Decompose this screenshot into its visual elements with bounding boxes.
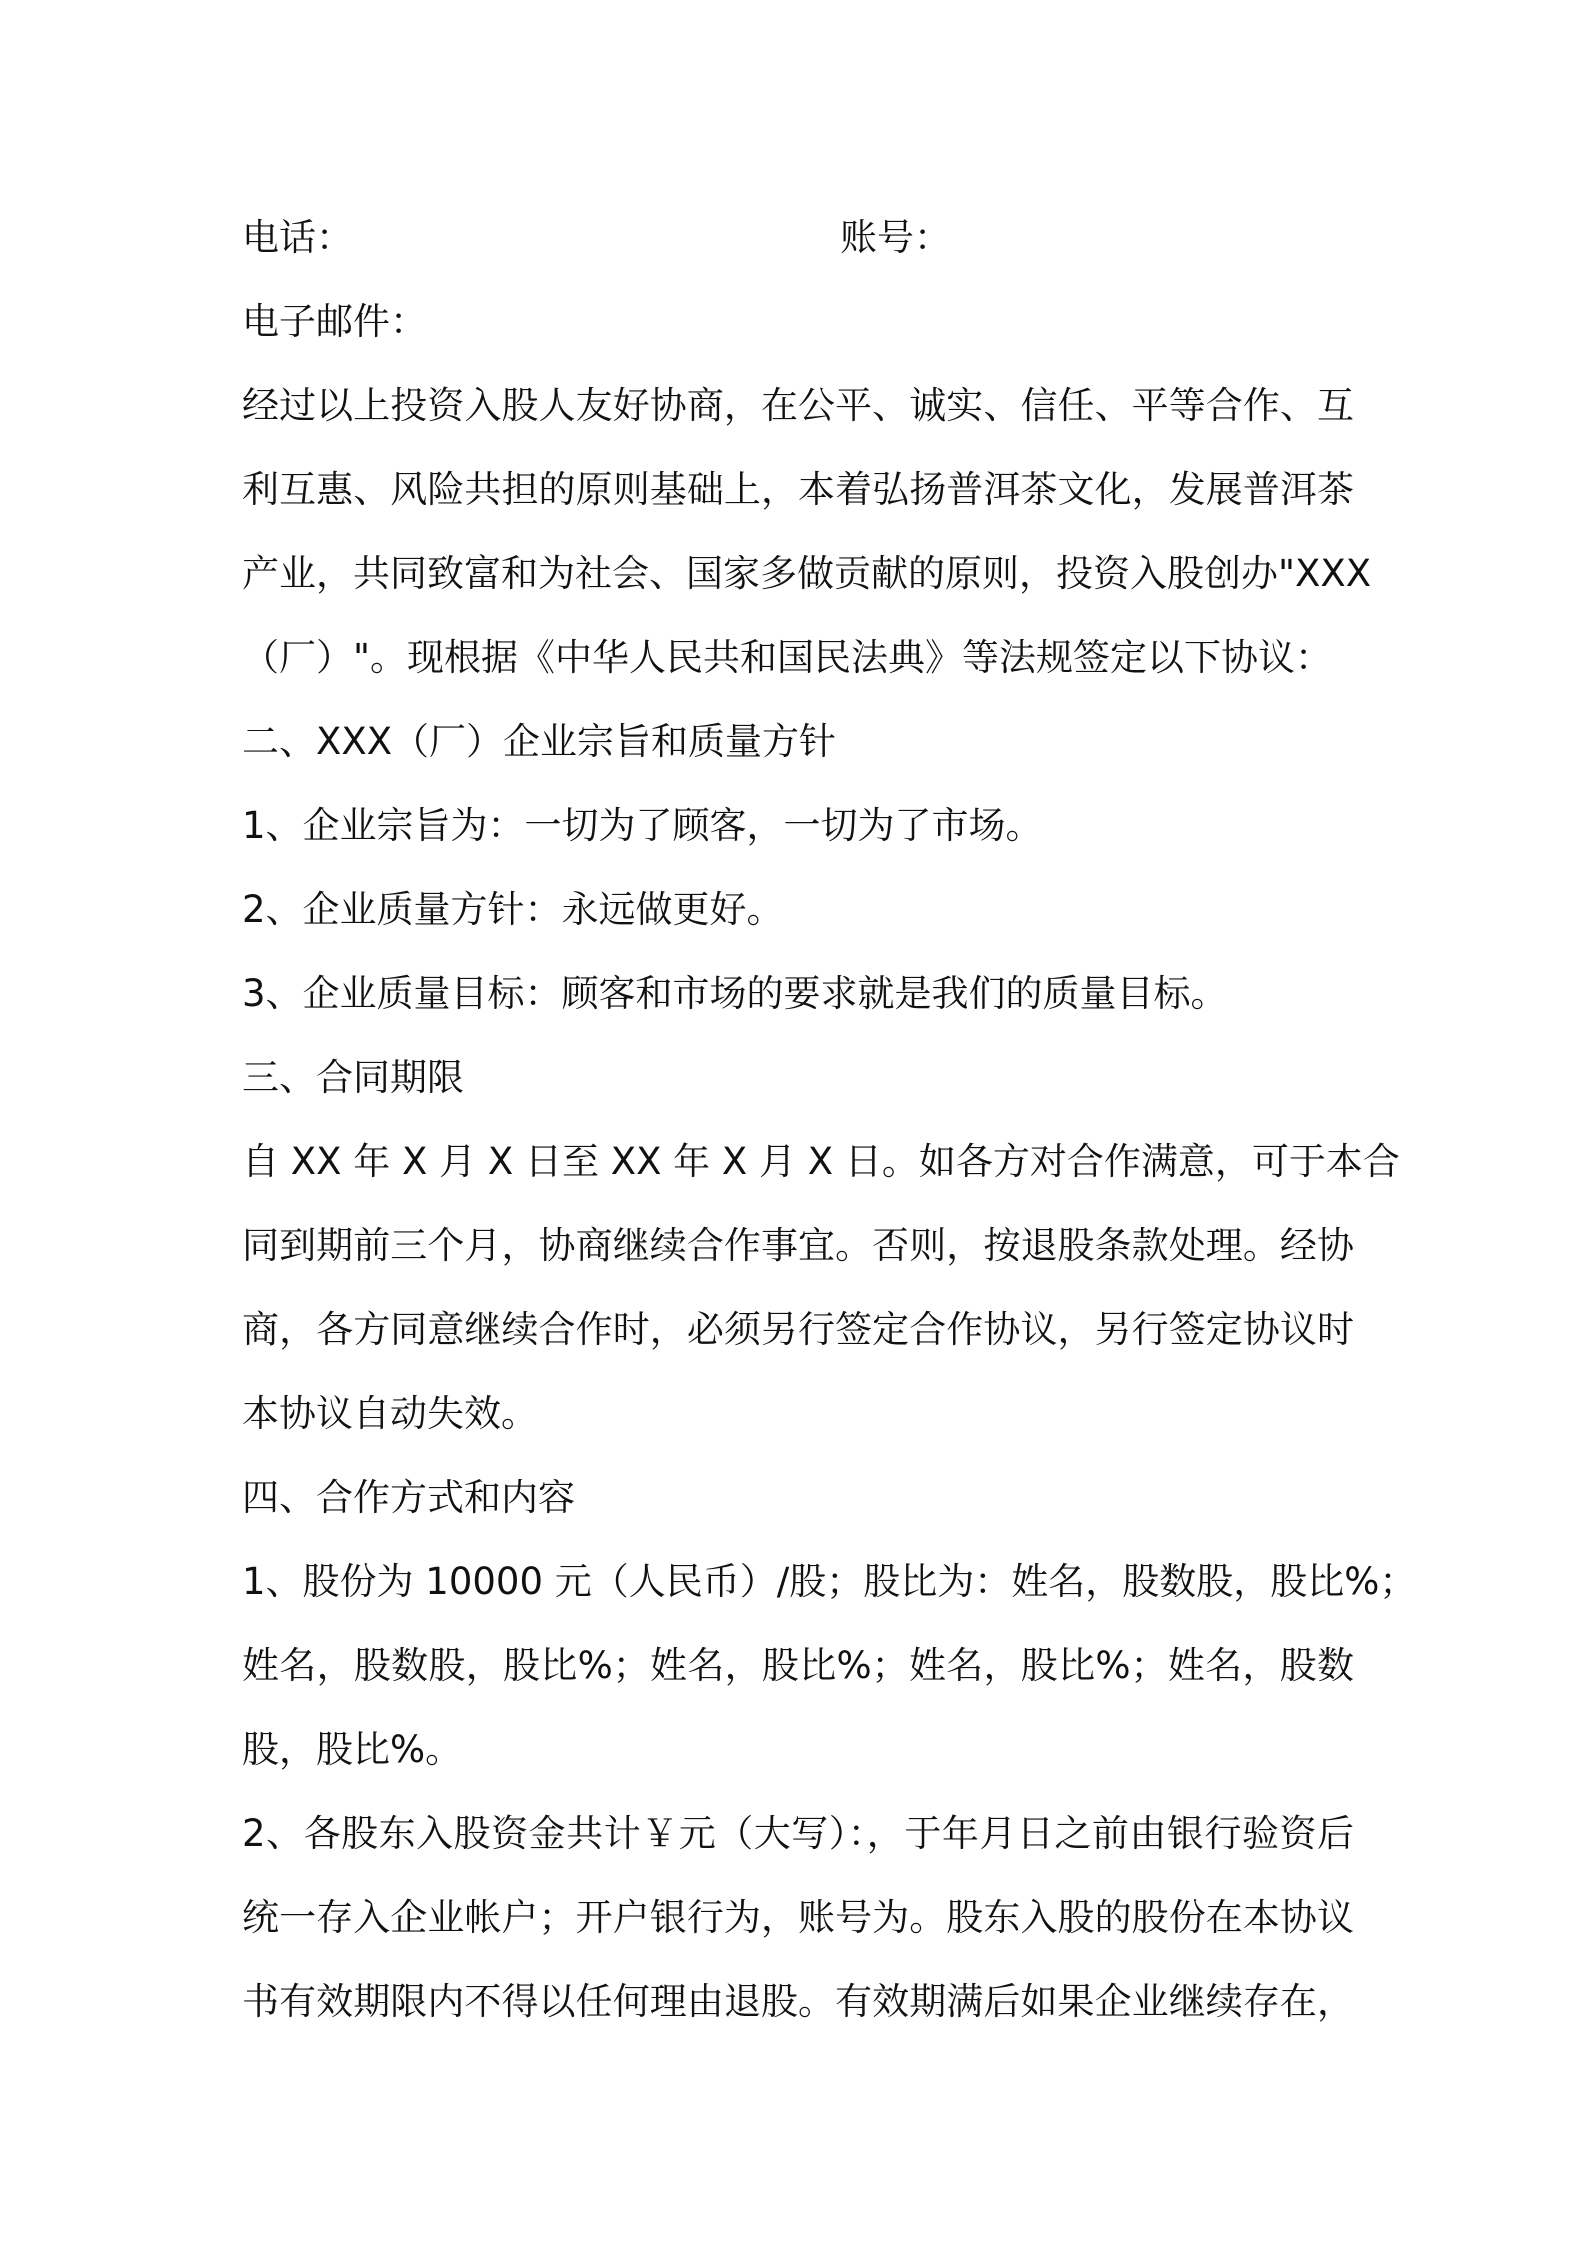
section4-item1-paragraph xyxy=(242,1540,1417,1792)
section4-item1-line: 姓名，股数股，股比%；姓名，股比%；姓名，股比%；姓名，股数 xyxy=(242,1644,1354,1687)
intro-line: （厂）"。现根据《中华人民共和国民法典》等法规签定以下协议： xyxy=(242,636,1333,679)
contact-row xyxy=(242,196,1354,280)
section3-line: 自 XX 年 X 月 X 日至 XX 年 X 月 X 日。如各方对合作满意，可于本合 xyxy=(242,1140,1400,1183)
section2-item: 1、企业宗旨为：一切为了顾客，一切为了市场。 xyxy=(242,804,1043,847)
section3-line: 本协议自动失效。 xyxy=(242,1392,538,1435)
intro-line: 利互惠、风险共担的原则基础上，本着弘扬普洱茶文化，发展普洱茶 xyxy=(242,468,1354,511)
section4-item2-paragraph xyxy=(242,1792,1354,2044)
section2-item: 3、企业质量目标：顾客和市场的要求就是我们的质量目标。 xyxy=(242,972,1228,1015)
section4-item1-line: 股，股比%。 xyxy=(242,1728,463,1771)
section3-paragraph xyxy=(242,1120,1400,1456)
section3-line: 商，各方同意继续合作时，必须另行签定合作协议，另行签定协议时 xyxy=(242,1308,1354,1351)
section4-item2-line: 统一存入企业帐户；开户银行为，账号为。股东入股的股份在本协议 xyxy=(242,1896,1354,1939)
section3-line: 同到期前三个月，协商继续合作事宜。否则，按退股条款处理。经协 xyxy=(242,1224,1354,1267)
section4-heading: 四、合作方式和内容 xyxy=(242,1476,575,1519)
section4-item2-line: 书有效期限内不得以任何理由退股。有效期满后如果企业继续存在， xyxy=(242,1980,1354,2023)
intro-line: 经过以上投资入股人友好协商，在公平、诚实、信任、平等合作、互 xyxy=(242,384,1354,427)
section4-item1-line: 1、股份为 10000 元（人民币）/股；股比为：姓名，股数股，股比%； xyxy=(242,1560,1417,1603)
section2-heading: 二、XXX（厂）企业宗旨和质量方针 xyxy=(242,720,837,763)
account-label: 账号： xyxy=(840,216,951,259)
section2-item: 2、企业质量方针：永远做更好。 xyxy=(242,888,784,931)
section3-heading: 三、合同期限 xyxy=(242,1056,464,1099)
email-label: 电子邮件： xyxy=(242,300,427,343)
document-body xyxy=(242,196,1417,2044)
phone-label: 电话： xyxy=(242,216,353,259)
intro-line: 产业，共同致富和为社会、国家多做贡献的原则，投资入股创办"XXX xyxy=(242,552,1372,595)
intro-paragraph xyxy=(242,364,1372,700)
section4-item2-line: 2、各股东入股资金共计￥元（大写）：，于年月日之前由银行验资后 xyxy=(242,1812,1354,1855)
